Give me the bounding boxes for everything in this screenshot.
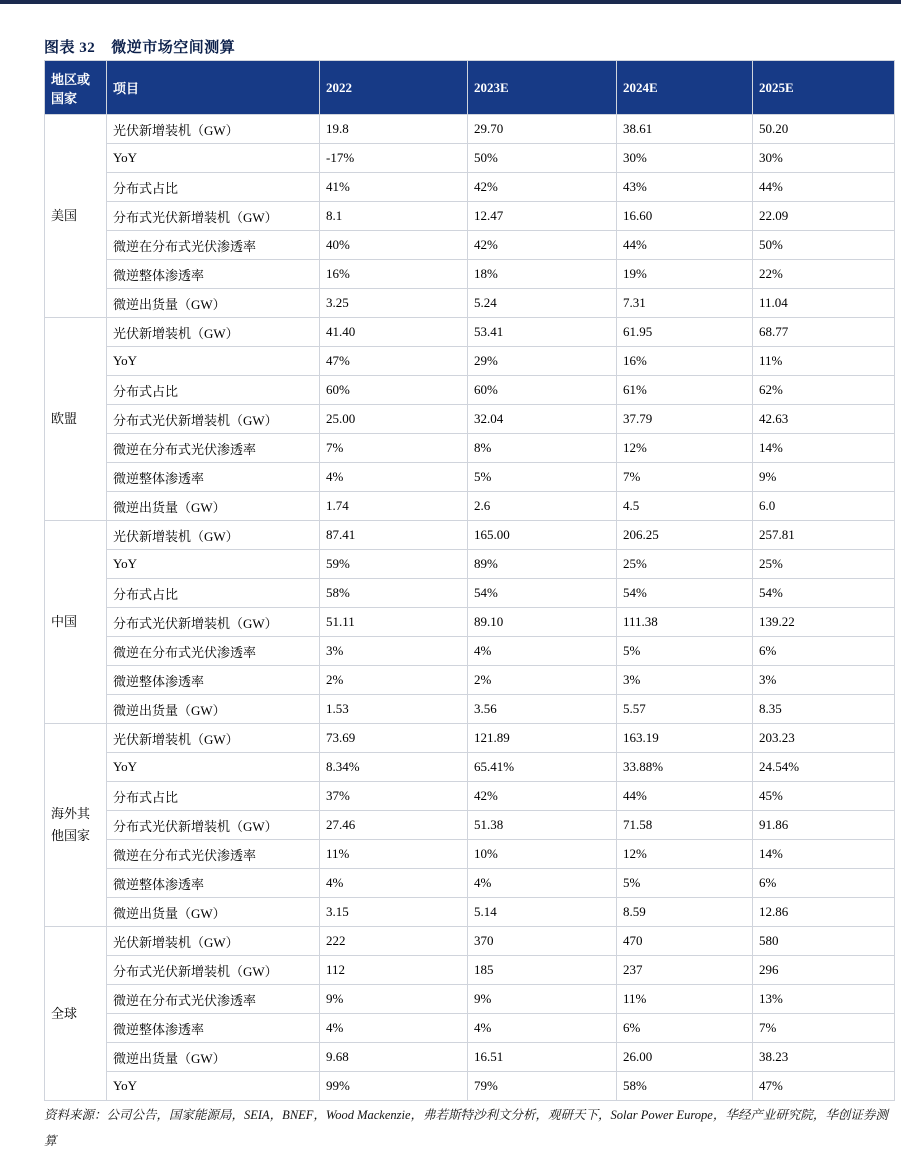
value-cell: 65.41% <box>468 753 617 782</box>
value-cell: 4% <box>320 1014 468 1043</box>
top-rule <box>0 0 901 4</box>
value-cell: 3% <box>617 666 753 695</box>
value-cell: 47% <box>320 347 468 376</box>
figure-label: 图表 32 <box>44 40 96 56</box>
value-cell: 4% <box>468 1014 617 1043</box>
figure-title-text: 微逆市场空间测算 <box>111 40 236 56</box>
value-cell: 2.6 <box>468 492 617 521</box>
table-row <box>45 289 895 318</box>
value-cell: 5.24 <box>468 289 617 318</box>
value-cell: 53.41 <box>468 318 617 347</box>
value-cell: 16.60 <box>617 202 753 231</box>
table-row <box>45 637 895 666</box>
value-cell: 5% <box>617 637 753 666</box>
value-cell: 4.5 <box>617 492 753 521</box>
value-cell: 16% <box>320 260 468 289</box>
value-cell: 2% <box>468 666 617 695</box>
value-cell: 8.35 <box>753 695 895 724</box>
item-cell: 分布式光伏新增装机（GW） <box>107 608 320 637</box>
table-row <box>45 521 895 550</box>
item-cell: 微逆整体渗透率 <box>107 666 320 695</box>
value-cell: 185 <box>468 956 617 985</box>
value-cell: 42% <box>468 231 617 260</box>
value-cell: 38.23 <box>753 1043 895 1072</box>
item-cell: 微逆在分布式光伏渗透率 <box>107 434 320 463</box>
table-row <box>45 840 895 869</box>
value-cell: 41% <box>320 173 468 202</box>
value-cell: 3% <box>320 637 468 666</box>
table-row <box>45 724 895 753</box>
value-cell: 59% <box>320 550 468 579</box>
item-cell: 微逆整体渗透率 <box>107 1014 320 1043</box>
value-cell: 44% <box>617 231 753 260</box>
item-cell: YoY <box>107 144 320 173</box>
value-cell: 25.00 <box>320 405 468 434</box>
table-row <box>45 173 895 202</box>
value-cell: 6% <box>753 869 895 898</box>
value-cell: 370 <box>468 927 617 956</box>
value-cell: 19.8 <box>320 115 468 144</box>
value-cell: 5% <box>468 463 617 492</box>
value-cell: 32.04 <box>468 405 617 434</box>
table-row <box>45 782 895 811</box>
table-row <box>45 318 895 347</box>
value-cell: 58% <box>320 579 468 608</box>
value-cell: 6% <box>753 637 895 666</box>
value-cell: 12% <box>617 434 753 463</box>
header-year: 2024E <box>617 61 753 115</box>
value-cell: 1.53 <box>320 695 468 724</box>
item-cell: 光伏新增装机（GW） <box>107 927 320 956</box>
table-row <box>45 869 895 898</box>
value-cell: 5.14 <box>468 898 617 927</box>
table-row <box>45 144 895 173</box>
source-note: 资料来源：公司公告，国家能源局，SEIA，BNEF，Wood Mackenzie，弗若斯特沙利文分析，观研天下，Solar Power Europe，华经产业研究院，华创证券测算 <box>44 1108 888 1148</box>
value-cell: 50.20 <box>753 115 895 144</box>
item-cell: 光伏新增装机（GW） <box>107 115 320 144</box>
value-cell: 29.70 <box>468 115 617 144</box>
value-cell: 163.19 <box>617 724 753 753</box>
item-cell: 光伏新增装机（GW） <box>107 724 320 753</box>
region-cell: 中国 <box>45 521 107 724</box>
value-cell: 11.04 <box>753 289 895 318</box>
value-cell: 206.25 <box>617 521 753 550</box>
value-cell: 12% <box>617 840 753 869</box>
value-cell: 7% <box>753 1014 895 1043</box>
table-row <box>45 1014 895 1043</box>
value-cell: 6% <box>617 1014 753 1043</box>
item-cell: 光伏新增装机（GW） <box>107 318 320 347</box>
table-row <box>45 231 895 260</box>
item-cell: 微逆在分布式光伏渗透率 <box>107 637 320 666</box>
value-cell: 222 <box>320 927 468 956</box>
value-cell: 11% <box>617 985 753 1014</box>
item-cell: 分布式占比 <box>107 173 320 202</box>
value-cell: 27.46 <box>320 811 468 840</box>
value-cell: 4% <box>320 463 468 492</box>
value-cell: 47% <box>753 1072 895 1101</box>
value-cell: 3.56 <box>468 695 617 724</box>
value-cell: 16% <box>617 347 753 376</box>
table-row <box>45 376 895 405</box>
value-cell: 5.57 <box>617 695 753 724</box>
value-cell: 40% <box>320 231 468 260</box>
figure-title <box>44 36 235 57</box>
item-cell: 微逆出货量（GW） <box>107 898 320 927</box>
value-cell: 51.11 <box>320 608 468 637</box>
item-cell: 微逆出货量（GW） <box>107 1043 320 1072</box>
value-cell: 2% <box>320 666 468 695</box>
table-row <box>45 260 895 289</box>
value-cell: 42.63 <box>753 405 895 434</box>
table-row <box>45 811 895 840</box>
region-cell: 美国 <box>45 115 107 318</box>
value-cell: 29% <box>468 347 617 376</box>
region-cell: 海外其他国家 <box>45 724 107 927</box>
value-cell: 4% <box>320 869 468 898</box>
item-cell: 微逆整体渗透率 <box>107 260 320 289</box>
item-cell: YoY <box>107 1072 320 1101</box>
table-row <box>45 579 895 608</box>
item-cell: 微逆在分布式光伏渗透率 <box>107 985 320 1014</box>
value-cell: 14% <box>753 434 895 463</box>
header-year: 2023E <box>468 61 617 115</box>
value-cell: 45% <box>753 782 895 811</box>
item-cell: 分布式光伏新增装机（GW） <box>107 202 320 231</box>
header-region: 地区或国家 <box>45 61 107 115</box>
value-cell: 19% <box>617 260 753 289</box>
value-cell: 33.88% <box>617 753 753 782</box>
value-cell: 24.54% <box>753 753 895 782</box>
value-cell: 11% <box>753 347 895 376</box>
value-cell: 58% <box>617 1072 753 1101</box>
value-cell: 9.68 <box>320 1043 468 1072</box>
item-cell: 分布式占比 <box>107 376 320 405</box>
item-cell: 分布式光伏新增装机（GW） <box>107 811 320 840</box>
region-cell: 全球 <box>45 927 107 1101</box>
value-cell: 60% <box>468 376 617 405</box>
item-cell: 分布式光伏新增装机（GW） <box>107 405 320 434</box>
value-cell: 37.79 <box>617 405 753 434</box>
market-size-table <box>44 60 895 1101</box>
header-year: 2025E <box>753 61 895 115</box>
value-cell: 10% <box>468 840 617 869</box>
table-row <box>45 985 895 1014</box>
item-cell: YoY <box>107 753 320 782</box>
value-cell: 54% <box>617 579 753 608</box>
item-cell: YoY <box>107 347 320 376</box>
table-row <box>45 463 895 492</box>
value-cell: 165.00 <box>468 521 617 550</box>
value-cell: 25% <box>753 550 895 579</box>
value-cell: 87.41 <box>320 521 468 550</box>
value-cell: 79% <box>468 1072 617 1101</box>
value-cell: 3.15 <box>320 898 468 927</box>
table-row <box>45 405 895 434</box>
item-cell: 微逆整体渗透率 <box>107 463 320 492</box>
value-cell: 44% <box>617 782 753 811</box>
value-cell: 38.61 <box>617 115 753 144</box>
value-cell: 91.86 <box>753 811 895 840</box>
value-cell: 50% <box>468 144 617 173</box>
value-cell: 4% <box>468 637 617 666</box>
value-cell: 111.38 <box>617 608 753 637</box>
value-cell: 9% <box>468 985 617 1014</box>
value-cell: 71.58 <box>617 811 753 840</box>
value-cell: 4% <box>468 869 617 898</box>
value-cell: 42% <box>468 782 617 811</box>
value-cell: 112 <box>320 956 468 985</box>
table-row <box>45 434 895 463</box>
value-cell: 12.86 <box>753 898 895 927</box>
value-cell: 50% <box>753 231 895 260</box>
value-cell: 5% <box>617 869 753 898</box>
value-cell: 11% <box>320 840 468 869</box>
value-cell: 42% <box>468 173 617 202</box>
table-row <box>45 1072 895 1101</box>
value-cell: 61.95 <box>617 318 753 347</box>
value-cell: 121.89 <box>468 724 617 753</box>
value-cell: 296 <box>753 956 895 985</box>
value-cell: 580 <box>753 927 895 956</box>
item-cell: 分布式占比 <box>107 782 320 811</box>
value-cell: 8.59 <box>617 898 753 927</box>
table-row <box>45 115 895 144</box>
table-row <box>45 956 895 985</box>
table-body <box>45 115 895 1101</box>
item-cell: 光伏新增装机（GW） <box>107 521 320 550</box>
table-row <box>45 666 895 695</box>
value-cell: 37% <box>320 782 468 811</box>
item-cell: 分布式占比 <box>107 579 320 608</box>
value-cell: 54% <box>468 579 617 608</box>
value-cell: 89.10 <box>468 608 617 637</box>
value-cell: 54% <box>753 579 895 608</box>
value-cell: -17% <box>320 144 468 173</box>
value-cell: 16.51 <box>468 1043 617 1072</box>
header-row <box>45 61 895 115</box>
value-cell: 203.23 <box>753 724 895 753</box>
item-cell: YoY <box>107 550 320 579</box>
table-row <box>45 550 895 579</box>
value-cell: 237 <box>617 956 753 985</box>
value-cell: 14% <box>753 840 895 869</box>
table-row <box>45 608 895 637</box>
value-cell: 61% <box>617 376 753 405</box>
value-cell: 51.38 <box>468 811 617 840</box>
value-cell: 25% <box>617 550 753 579</box>
table-row <box>45 695 895 724</box>
value-cell: 257.81 <box>753 521 895 550</box>
value-cell: 22.09 <box>753 202 895 231</box>
value-cell: 9% <box>320 985 468 1014</box>
value-cell: 1.74 <box>320 492 468 521</box>
item-cell: 微逆整体渗透率 <box>107 869 320 898</box>
table-row <box>45 202 895 231</box>
value-cell: 9% <box>753 463 895 492</box>
table-row <box>45 492 895 521</box>
table-row <box>45 927 895 956</box>
value-cell: 73.69 <box>320 724 468 753</box>
header-year: 2022 <box>320 61 468 115</box>
value-cell: 12.47 <box>468 202 617 231</box>
value-cell: 99% <box>320 1072 468 1101</box>
value-cell: 22% <box>753 260 895 289</box>
value-cell: 3% <box>753 666 895 695</box>
value-cell: 68.77 <box>753 318 895 347</box>
value-cell: 26.00 <box>617 1043 753 1072</box>
value-cell: 89% <box>468 550 617 579</box>
table-row <box>45 347 895 376</box>
value-cell: 7% <box>320 434 468 463</box>
header-item: 项目 <box>107 61 320 115</box>
value-cell: 3.25 <box>320 289 468 318</box>
value-cell: 7.31 <box>617 289 753 318</box>
item-cell: 微逆出货量（GW） <box>107 492 320 521</box>
value-cell: 30% <box>753 144 895 173</box>
value-cell: 8.1 <box>320 202 468 231</box>
value-cell: 8.34% <box>320 753 468 782</box>
table-row <box>45 1043 895 1072</box>
value-cell: 62% <box>753 376 895 405</box>
value-cell: 470 <box>617 927 753 956</box>
value-cell: 8% <box>468 434 617 463</box>
item-cell: 微逆出货量（GW） <box>107 289 320 318</box>
value-cell: 13% <box>753 985 895 1014</box>
value-cell: 18% <box>468 260 617 289</box>
region-cell: 欧盟 <box>45 318 107 521</box>
table-row <box>45 753 895 782</box>
value-cell: 7% <box>617 463 753 492</box>
item-cell: 微逆在分布式光伏渗透率 <box>107 840 320 869</box>
value-cell: 6.0 <box>753 492 895 521</box>
item-cell: 分布式光伏新增装机（GW） <box>107 956 320 985</box>
item-cell: 微逆在分布式光伏渗透率 <box>107 231 320 260</box>
value-cell: 60% <box>320 376 468 405</box>
table-row <box>45 898 895 927</box>
item-cell: 微逆出货量（GW） <box>107 695 320 724</box>
value-cell: 30% <box>617 144 753 173</box>
value-cell: 44% <box>753 173 895 202</box>
value-cell: 43% <box>617 173 753 202</box>
value-cell: 139.22 <box>753 608 895 637</box>
value-cell: 41.40 <box>320 318 468 347</box>
